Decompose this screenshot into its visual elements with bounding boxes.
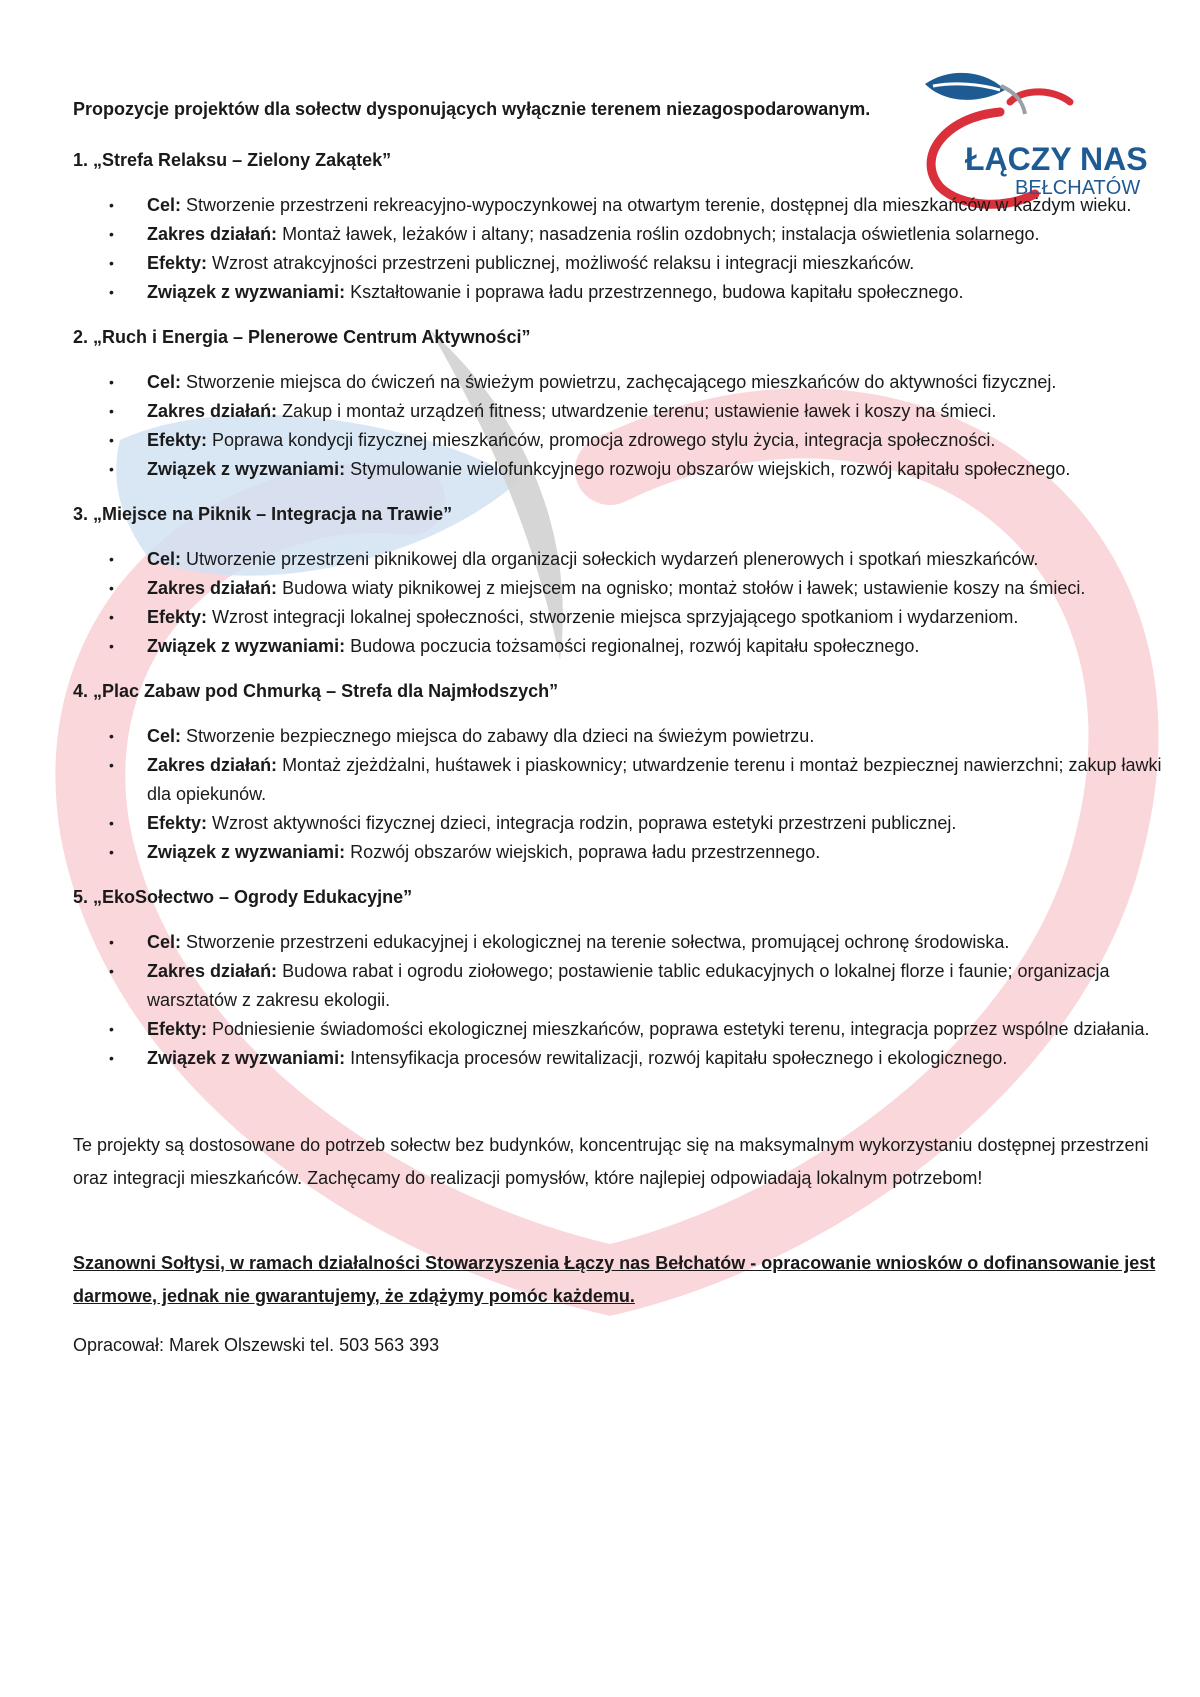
bullet-text: Wzrost aktywności fizycznej dzieci, integracja rodzin, poprawa estetyki przestrzeni publicznej. [207, 813, 957, 833]
bullet-zwiazek [147, 632, 1168, 661]
project-bullets [73, 545, 1168, 661]
closing-paragraph: Te projekty są dostosowane do potrzeb sołectw bez budynków, koncentrując się na maksymalnym wykorzystaniu dostępnej przestrzeni oraz integracji mieszkańców. Zachęcamy do realizacji pomysłów, które najlepiej odpowiadają lokalnym potrzebom! [73, 1135, 1149, 1188]
bullet-text: Utworzenie przestrzeni piknikowej dla organizacji sołeckich wydarzeń plenerowych i spotkań mieszkańców. [181, 549, 1039, 569]
bullet-zakres [147, 751, 1168, 809]
bullet-text: Budowa wiaty piknikowej z miejscem na ognisko; montaż stołów i ławek; ustawienie koszy na śmieci. [277, 578, 1086, 598]
project-title: 3. „Miejsce na Piknik – Integracja na Trawie” [73, 504, 453, 524]
bullet-label: Efekty: [147, 1019, 208, 1039]
bullet-efekty [147, 809, 1168, 838]
bullet-label: Związek z wyzwaniami: [147, 842, 346, 862]
bullet-cel [147, 191, 1168, 220]
bullet-label: Efekty: [147, 813, 208, 833]
document-body [73, 95, 1168, 1359]
bullet-cel [147, 368, 1168, 397]
bullet-text: Podniesienie świadomości ekologicznej mieszkańców, poprawa estetyki terenu, integracja poprzez wspólne działania. [207, 1019, 1150, 1039]
bullet-zakres [147, 574, 1168, 603]
project-title: 2. „Ruch i Energia – Plenerowe Centrum Aktywności” [73, 327, 531, 347]
bullet-zakres [147, 957, 1168, 1015]
project-bullets [73, 928, 1168, 1073]
notice-paragraph [73, 1247, 1168, 1313]
bullet-label: Cel: [147, 932, 182, 952]
bullet-text: Wzrost atrakcyjności przestrzeni publicznej, możliwość relaksu i integracji mieszkańców. [207, 253, 915, 273]
page-heading: Propozycje projektów dla sołectw dysponujących wyłącznie terenem niezagospodarowanym. [73, 99, 871, 119]
bullet-text: Stworzenie przestrzeni edukacyjnej i ekologicznej na terenie sołectwa, promującej ochronę środowiska. [181, 932, 1010, 952]
project-list [73, 146, 1168, 1073]
bullet-label: Cel: [147, 549, 182, 569]
bullet-zwiazek [147, 278, 1168, 307]
bullet-text: Stworzenie miejsca do ćwiczeń na świeżym powietrzu, zachęcającego mieszkańców do aktywności fizycznej. [181, 372, 1057, 392]
bullet-efekty [147, 603, 1168, 632]
project-title: 5. „EkoSołectwo – Ogrody Edukacyjne” [73, 887, 413, 907]
bullet-cel [147, 722, 1168, 751]
bullet-text: Montaż ławek, leżaków i altany; nasadzenia roślin ozdobnych; instalacja oświetlenia solarnego. [277, 224, 1040, 244]
logo-text-line2: BEŁCHATÓW [1015, 177, 1141, 199]
bullet-label: Zakres działań: [147, 401, 278, 421]
bullet-zakres [147, 220, 1168, 249]
bullet-text: Montaż zjeżdżalni, huśtawek i piaskownicy; utwardzenie terenu i montaż bezpiecznej nawierzchni; zakup ławki dla opiekunów. [147, 755, 1162, 804]
bullet-label: Zakres działań: [147, 755, 278, 775]
project-title: 1. „Strefa Relaksu – Zielony Zakątek” [73, 150, 392, 170]
bullet-text: Stworzenie przestrzeni rekreacyjno-wypoczynkowej na otwartym terenie, dostępnej dla mieszkańców w każdym wieku. [181, 195, 1132, 215]
bullet-label: Cel: [147, 726, 182, 746]
bullet-label: Związek z wyzwaniami: [147, 459, 346, 479]
bullet-efekty [147, 426, 1168, 455]
bullet-zwiazek [147, 1044, 1168, 1073]
bullet-efekty [147, 249, 1168, 278]
author-line: Opracował: Marek Olszewski tel. 503 563 393 [73, 1335, 440, 1355]
bullet-label: Związek z wyzwaniami: [147, 1048, 346, 1068]
project-bullets [73, 191, 1168, 307]
bullet-label: Związek z wyzwaniami: [147, 636, 346, 656]
bullet-efekty [147, 1015, 1168, 1044]
bullet-text: Intensyfikacja procesów rewitalizacji, rozwój kapitału społecznego i ekologicznego. [345, 1048, 1008, 1068]
project-section [73, 146, 1168, 307]
project-section [73, 500, 1168, 661]
bullet-label: Związek z wyzwaniami: [147, 282, 346, 302]
project-section [73, 323, 1168, 484]
bullet-text: Zakup i montaż urządzeń fitness; utwardzenie terenu; ustawienie ławek i koszy na śmieci. [277, 401, 997, 421]
project-section [73, 883, 1168, 1073]
bullet-text: Kształtowanie i poprawa ładu przestrzennego, budowa kapitału społecznego. [345, 282, 964, 302]
project-bullets [73, 722, 1168, 867]
bullet-label: Zakres działań: [147, 961, 278, 981]
bullet-label: Cel: [147, 372, 182, 392]
bullet-zwiazek [147, 838, 1168, 867]
bullet-label: Efekty: [147, 430, 208, 450]
logo-text-line1: ŁĄCZY NAS [965, 141, 1148, 177]
bullet-label: Zakres działań: [147, 578, 278, 598]
bullet-zwiazek [147, 455, 1168, 484]
bullet-text: Stworzenie bezpiecznego miejsca do zabawy dla dzieci na świeżym powietrzu. [181, 726, 815, 746]
bullet-zakres [147, 397, 1168, 426]
bullet-label: Efekty: [147, 253, 208, 273]
bullet-text: Budowa poczucia tożsamości regionalnej, rozwój kapitału społecznego. [345, 636, 920, 656]
bullet-label: Zakres działań: [147, 224, 278, 244]
bullet-text: Wzrost integracji lokalnej społeczności, stworzenie miejsca sprzyjającego spotkaniom i wydarzeniom. [207, 607, 1019, 627]
bullet-text: Budowa rabat i ogrodu ziołowego; postawienie tablic edukacyjnych o lokalnej florze i faunie; organizacja warsztatów z zakresu ekologii. [147, 961, 1110, 1010]
bullet-text: Poprawa kondycji fizycznej mieszkańców, promocja zdrowego stylu życia, integracja społeczności. [207, 430, 996, 450]
project-section [73, 677, 1168, 867]
bullet-label: Cel: [147, 195, 182, 215]
project-title: 4. „Plac Zabaw pod Chmurką – Strefa dla Najmłodszych” [73, 681, 559, 701]
bullet-text: Stymulowanie wielofunkcyjnego rozwoju obszarów wiejskich, rozwój kapitału społecznego. [345, 459, 1071, 479]
bullet-text: Rozwój obszarów wiejskich, poprawa ładu przestrzennego. [345, 842, 821, 862]
project-bullets [73, 368, 1168, 484]
notice-text: Szanowni Sołtysi, w ramach działalności Stowarzyszenia Łączy nas Bełchatów - opracowanie wniosków o dofinansowanie jest darmowe, jednak nie gwarantujemy, że zdążymy pomóc każdemu. [73, 1253, 1156, 1306]
bullet-label: Efekty: [147, 607, 208, 627]
bullet-cel [147, 545, 1168, 574]
bullet-cel [147, 928, 1168, 957]
